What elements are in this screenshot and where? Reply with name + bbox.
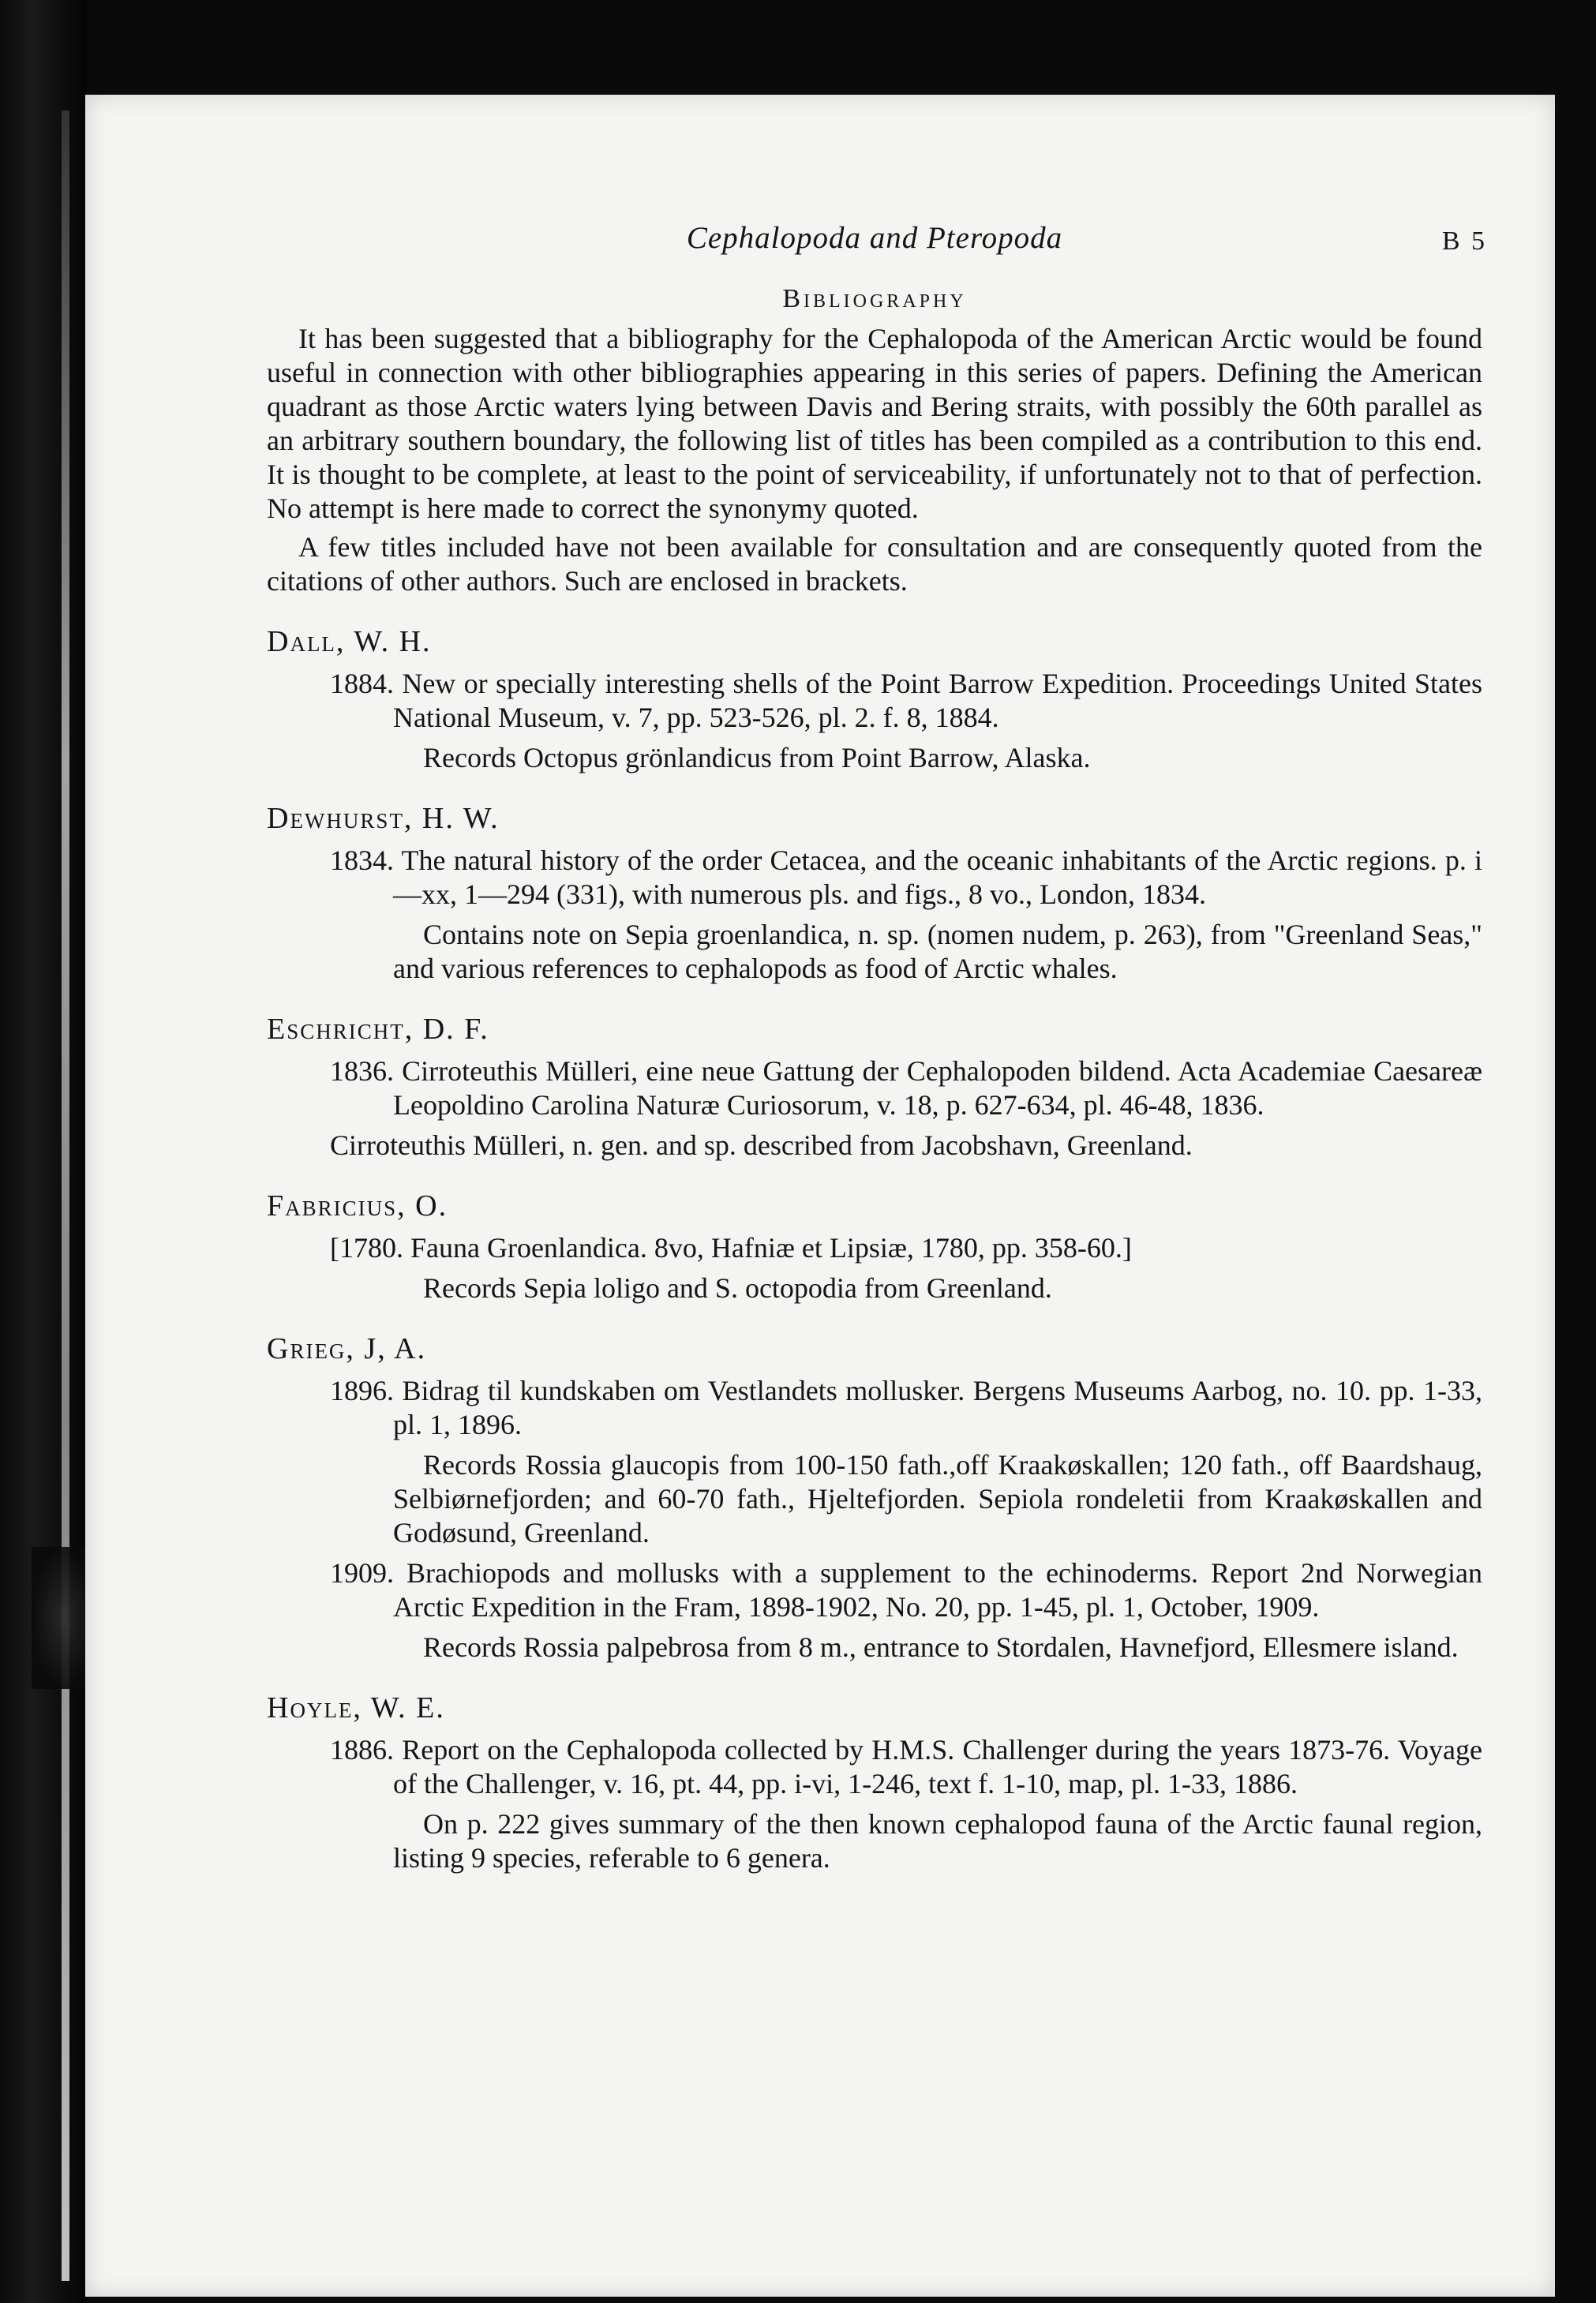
intro-paragraph: It has been suggested that a bibliography for the Cephalopoda of the American Arctic would be found useful in connection with other bibliographies appearing in this series of papers. Defining the American quadrant as those Arctic waters lying between Davis and Bering straits, with possibly the 60th parallel as an arbitrary southern boundary, the following list of titles has been compiled as a contribution to this end. It is thought to be complete, at least to the point of serviceability, if unfortunately not to that of perfection. No attempt is here made to correct the synonymy quoted.: [267, 323, 1482, 524]
author-name: Grieg, J, A.: [267, 1332, 427, 1365]
author-name: Hoyle, W. E.: [267, 1691, 445, 1724]
bibliography-entry: 1836. Cirroteuthis Mülleri, eine neue Gattung der Cephalopoden bildend. Acta Academiae Caesareæ Leopoldino Carolina Naturæ Curiosorum, v. 18, p. 627-634, pl. 46-48, 1836.: [330, 1055, 1482, 1121]
author-name: Dall, W. H.: [267, 625, 432, 658]
entry-note: Records Octopus grönlandicus from Point Barrow, Alaska.: [423, 742, 1091, 773]
page-number: B 5: [1441, 227, 1487, 256]
author-name: Eschricht, D. F.: [267, 1013, 489, 1046]
bibliography-entry: [1780. Fauna Groenlandica. 8vo, Hafniæ et Lipsiæ, 1780, pp. 358-60.]: [330, 1232, 1132, 1264]
running-title: Cephalopoda and Pteropoda: [686, 221, 1063, 255]
bibliography-entry: 1884. New or specially interesting shells of the Point Barrow Expedition. Proceedings United States National Museum, v. 7, pp. 523-526, pl. 2. f. 8, 1884.: [330, 668, 1482, 733]
bibliography-entry: 1909. Brachiopods and mollusks with a supplement to the echinoderms. Report 2nd Norwegian Arctic Expedition in the Fram, 1898-1902, No. 20, pp. 1-45, pl. 1, October, 1909.: [330, 1557, 1482, 1623]
bibliography-entry: 1834. The natural history of the order Cetacea, and the oceanic inhabitants of the Arctic regions. p. i—xx, 1—294 (331), with numerous pls. and figs., 8 vo., London, 1834.: [330, 844, 1482, 910]
scan-left-margin: [0, 0, 87, 2303]
entry-note: Contains note on Sepia groenlandica, n. sp. (nomen nudem, p. 263), from "Greenland Seas," and various references to cephalopods as food of Arctic whales.: [393, 919, 1482, 984]
page-content: [267, 221, 1487, 1882]
page: [85, 95, 1555, 2297]
bibliography-entry: 1886. Report on the Cephalopoda collected by H.M.S. Challenger during the years 1873-76. Voyage of the Challenger, v. 16, pt. 44, pp. i-vi, 1-246, text f. 1-10, map, pl. 1-33, 1886.: [330, 1734, 1482, 1799]
author-name: Dewhurst, H. W.: [267, 802, 500, 835]
author-name: Fabricius, O.: [267, 1189, 448, 1223]
section-title: Bibliography: [782, 284, 967, 313]
entry-note: Records Rossia glaucopis from 100-150 fath.,off Kraakøskallen; 120 fath., off Baardshaug, Selbiørnefjorden; and 60-70 fath., Hjeltefjorden. Sepiola rondeletii from Kraakøskallen and Godøsund, Greenland.: [393, 1449, 1482, 1548]
entry-note: Records Rossia palpebrosa from 8 m., entrance to Stordalen, Havnefjord, Ellesmere island.: [423, 1631, 1459, 1663]
bibliography-entry: 1896. Bidrag til kundskaben om Vestlandets mollusker. Bergens Museums Aarbog, no. 10. pp. 1-33, pl. 1, 1896.: [330, 1375, 1482, 1440]
running-header: [267, 221, 1487, 264]
entry-note: On p. 222 gives summary of the then known cephalopod fauna of the Arctic faunal region, listing 9 species, referable to 6 genera.: [393, 1808, 1482, 1874]
entry-note: Records Sepia loligo and S. octopodia from Greenland.: [423, 1272, 1052, 1304]
entry-note: Cirroteuthis Mülleri, n. gen. and sp. described from Jacobshavn, Greenland.: [330, 1129, 1193, 1161]
intro-paragraph: A few titles included have not been available for consultation and are consequently quoted from the citations of other authors. Such are enclosed in brackets.: [267, 531, 1482, 597]
book-spine: [62, 110, 69, 2281]
